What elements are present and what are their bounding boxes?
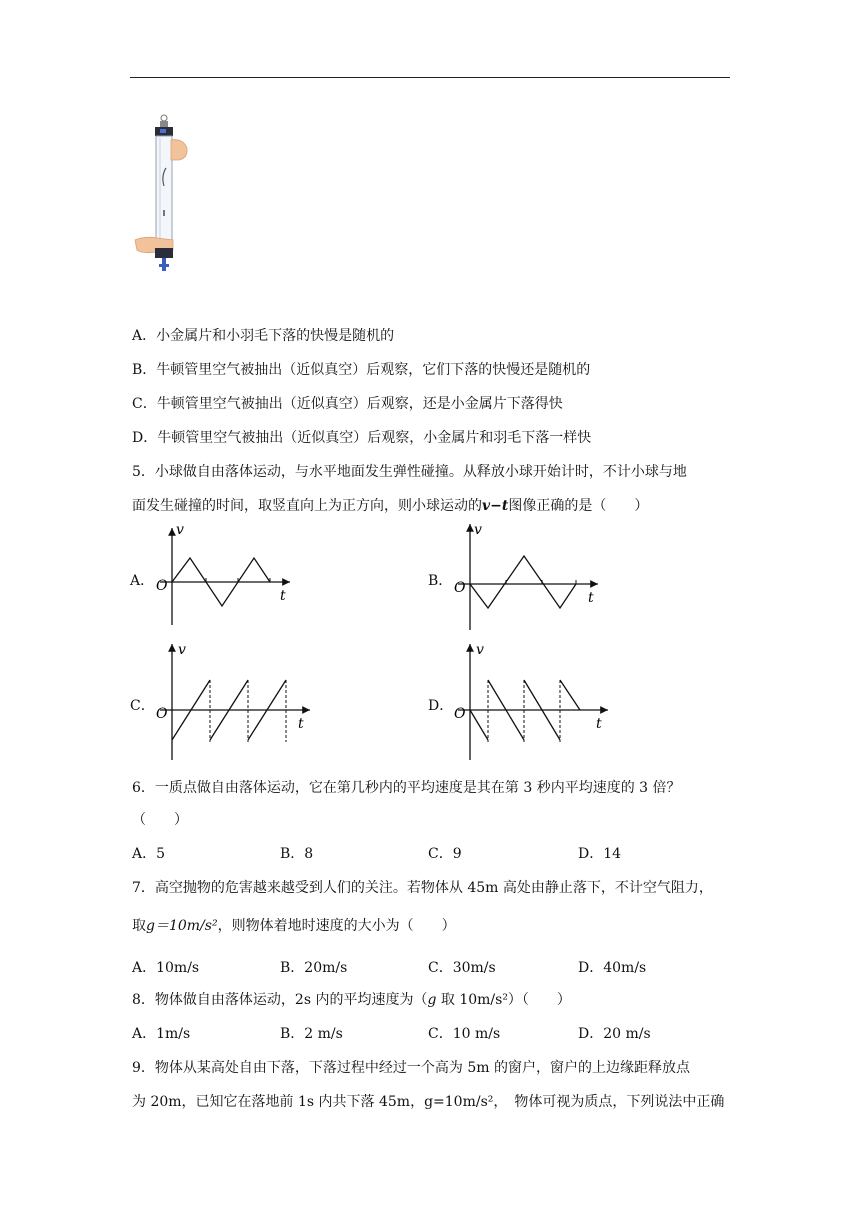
graph-label-c: C． [130, 698, 155, 714]
graph-b [448, 520, 608, 630]
q7-stem-post: ，则物体着地时速度的大小为（ ） [217, 918, 456, 934]
graph-b-origin: O [454, 580, 466, 596]
q4-option-a: A．小金属片和小羽毛下落的快慢是随机的 [132, 328, 395, 344]
graph-a-origin: O [156, 578, 168, 594]
graph-c-t-label: t [298, 716, 304, 732]
graph-c-v-label: v [178, 642, 186, 658]
q4-option-b: B．牛顿管里空气被抽出（近似真空）后观察，它们下落的快慢还是随机的 [132, 362, 591, 378]
graph-b-t-label: t [588, 590, 594, 606]
q9-stem-line1: 9．物体从某高处自由下落，下落过程中经过一个高为 5m 的窗户，窗户的上边缘距释放点 [132, 1060, 690, 1076]
q5-stem-line2 [132, 496, 648, 516]
graph-label-a: A． [130, 573, 155, 589]
q7-stem-line2 [132, 916, 456, 936]
graph-label-d: D． [428, 698, 454, 714]
q8-option-a: A．1m/s [132, 1026, 191, 1042]
q7-stem-math: g＝10m/s² [146, 918, 218, 934]
q5-stem-post: 图像正确的是（ ） [508, 498, 649, 514]
q7-stem-line1: 7．高空抛物的危害越来越受到人们的关注。若物体从 45m 高处由静止落下，不计空气阻力， [132, 880, 713, 896]
graph-a-v-label: v [176, 522, 184, 538]
q7-option-c: C．30m/s [428, 960, 496, 976]
q8-option-c: C．10 m/s [428, 1026, 501, 1042]
q7-option-d: D．40m/s [578, 960, 647, 976]
q6-stem-line1: 6．一质点做自由落体运动，它在第几秒内的平均速度是其在第 3 秒内平均速度的 3 倍？ [132, 780, 681, 796]
q6-option-c: C．9 [428, 846, 462, 862]
q4-option-d: D．牛顿管里空气被抽出（近似真空）后观察，小金属片和羽毛下落一样快 [132, 430, 592, 446]
graph-label-b: B． [428, 573, 453, 589]
q7-option-b: B．20m/s [280, 960, 348, 976]
q4-option-c: C．牛顿管里空气被抽出（近似真空）后观察，还是小金属片下落得快 [132, 396, 563, 412]
q7-option-a: A．10m/s [132, 960, 200, 976]
graph-a [150, 520, 300, 630]
graph-c-origin: O [156, 706, 168, 722]
graph-d [448, 640, 618, 765]
graph-b-v-label: v [474, 522, 482, 538]
q8-stem [132, 990, 571, 1010]
graph-d-v-label: v [476, 642, 484, 658]
q6-option-d: D．14 [578, 846, 622, 862]
q7-stem-pre: 取 [132, 918, 146, 934]
q6-option-b: B．8 [280, 846, 314, 862]
graph-d-t-label: t [596, 716, 602, 732]
q8-option-d: D．20 m/s [578, 1026, 651, 1042]
graph-d-origin: O [454, 706, 466, 722]
header-rule [130, 77, 730, 78]
q5-stem-line1: 5．小球做自由落体运动，与水平地面发生弹性碰撞。从释放小球开始计时，不计小球与地 [132, 464, 687, 480]
q8-stem-pre: 8．物体做自由落体运动，2s 内的平均速度为（ [132, 992, 428, 1008]
q9-stem-line2: 为 20m，已知它在落地前 1s 内共下落 45m，g=10m/s²， 物体可视为质点，下列说法中正确 [132, 1094, 725, 1110]
q8-option-b: B．2 m/s [280, 1026, 343, 1042]
q6-stem-line2: （ ） [132, 812, 188, 828]
q8-stem-g: g [427, 992, 437, 1008]
q8-stem-post: 取 10m/s²）（ ） [436, 992, 571, 1008]
graph-c [150, 640, 320, 765]
newton-tube-illustration [133, 110, 193, 275]
q5-stem-pre: 面发生碰撞的时间，取竖直向上为正方向，则小球运动的 [132, 498, 482, 514]
q5-stem-math: v−t [482, 498, 509, 514]
q6-option-a: A．5 [132, 846, 166, 862]
graph-a-t-label: t [280, 588, 286, 604]
